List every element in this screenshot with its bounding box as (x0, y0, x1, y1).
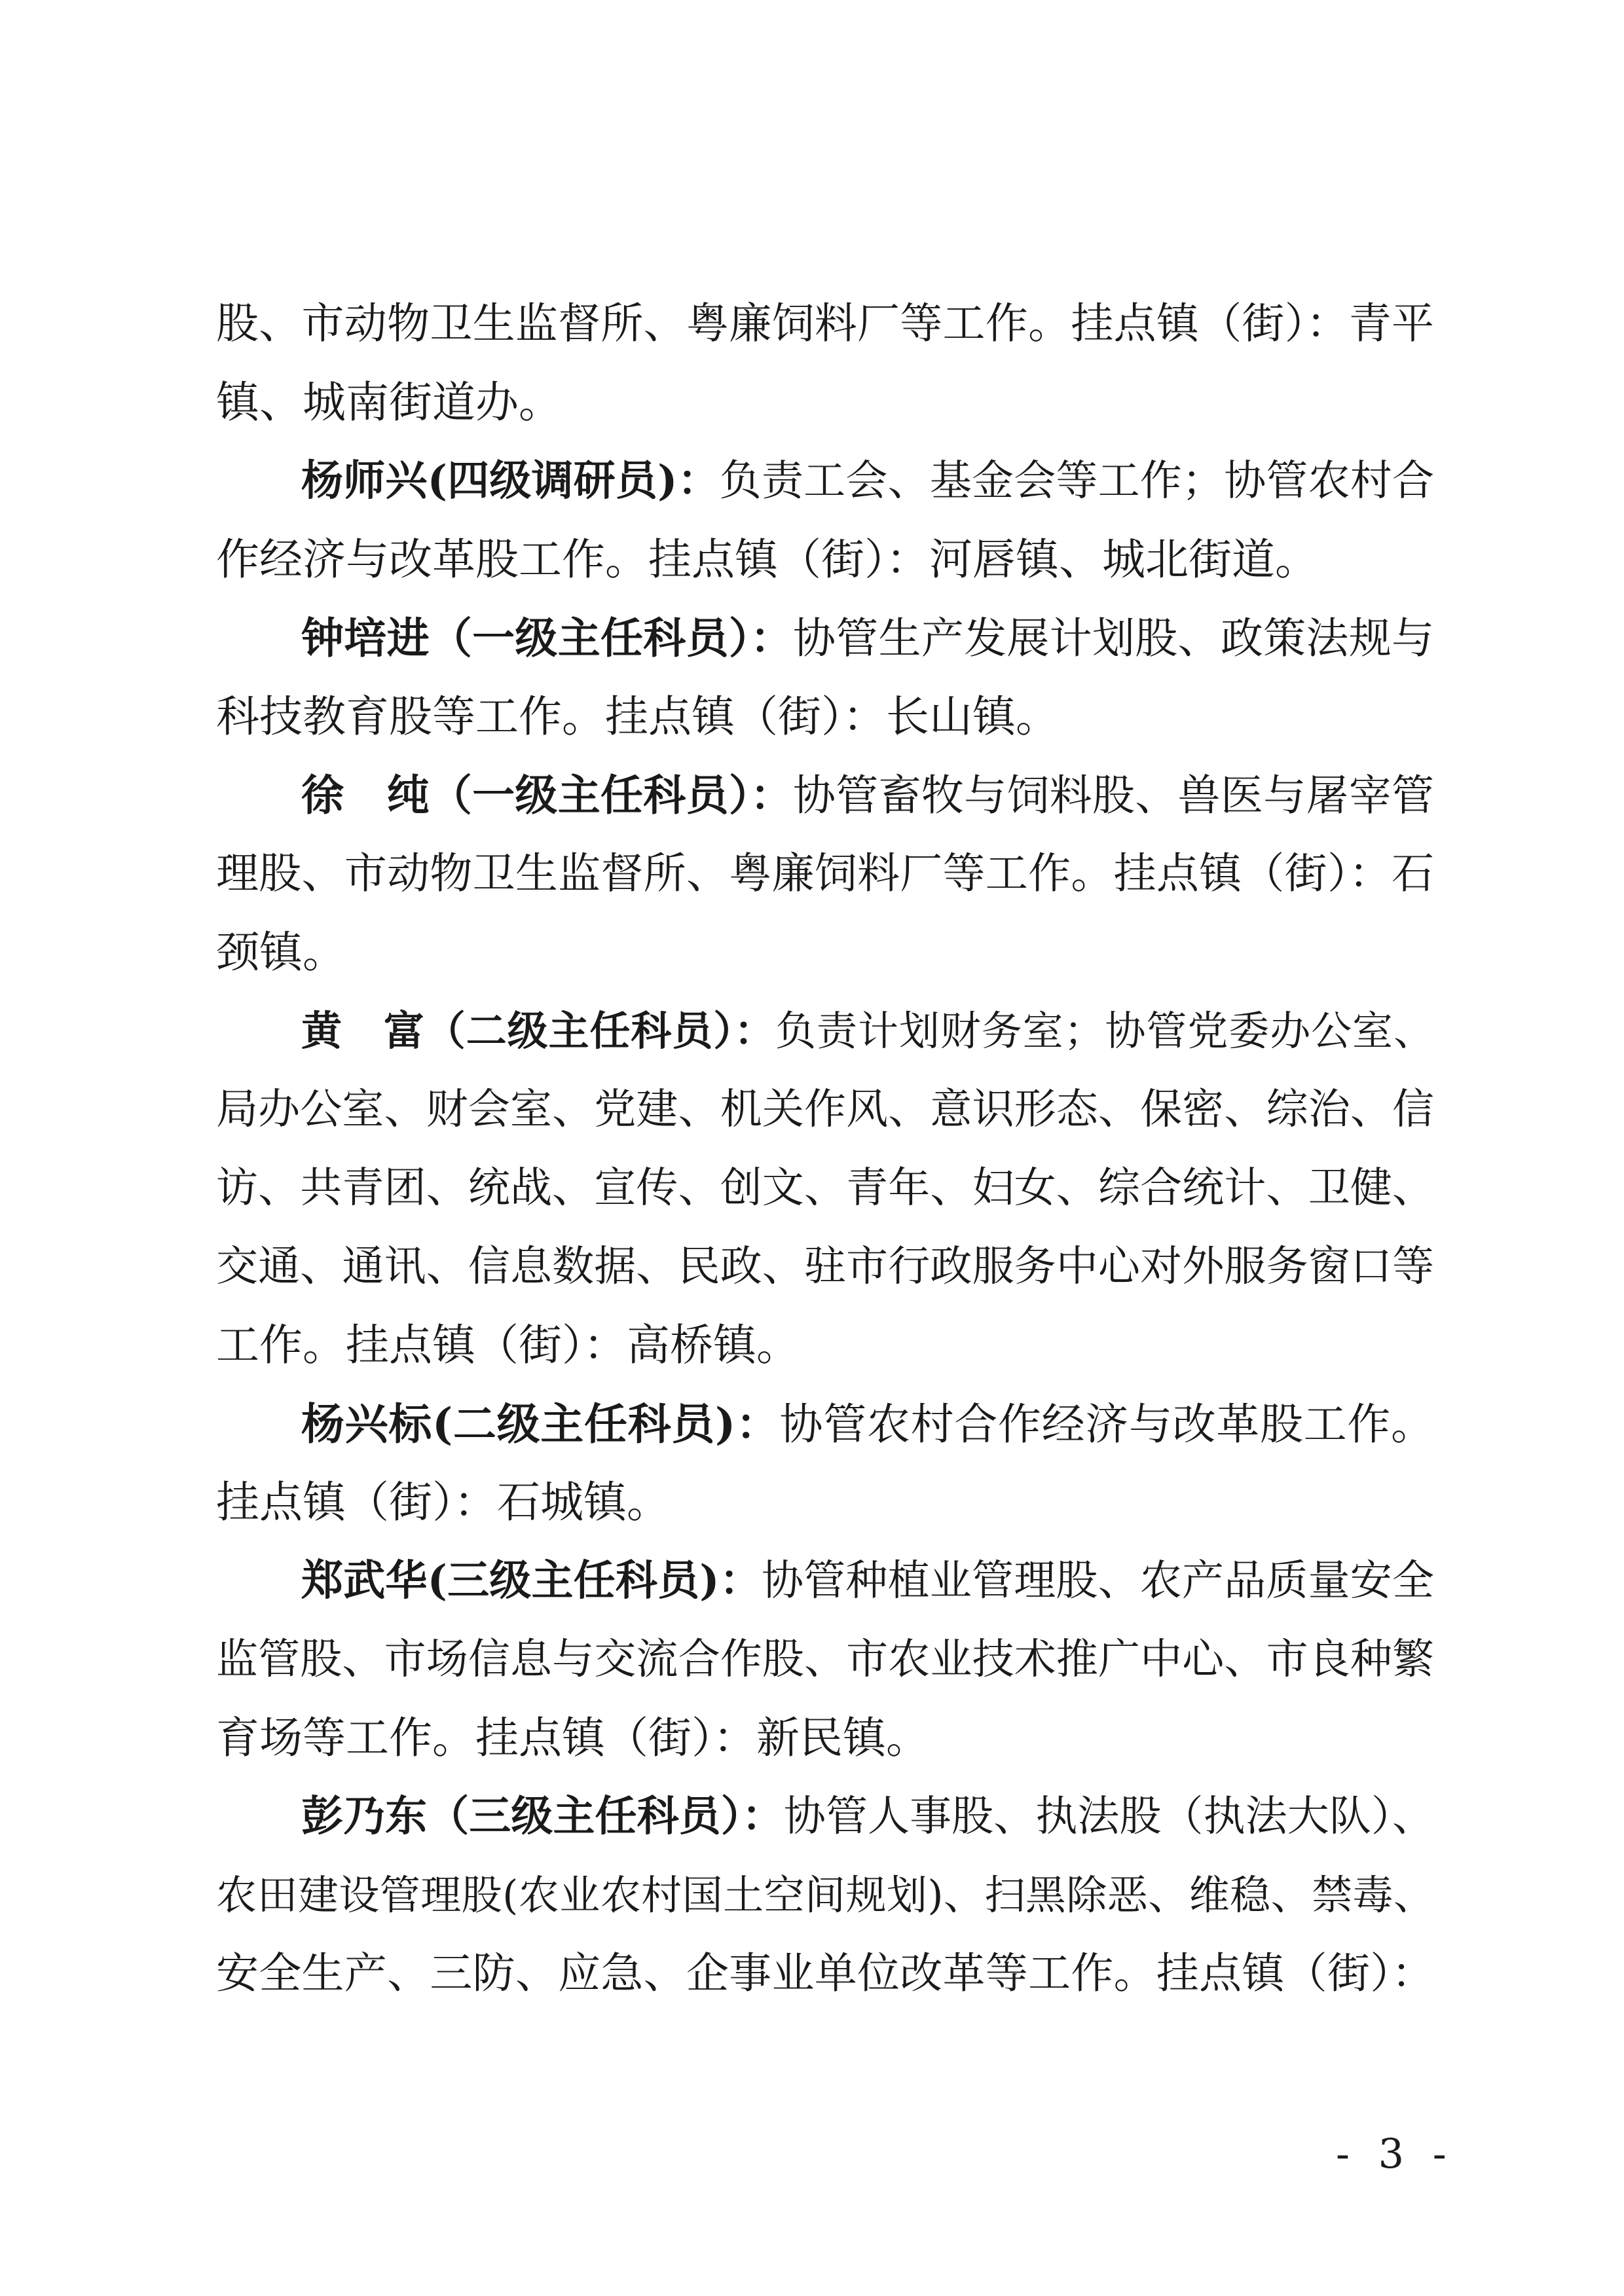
official-entry-line (301, 1005, 1434, 1057)
line-text: 局办公室、财会室、党建、机关作风、意识形态、保密、综治、信 (216, 1085, 1434, 1134)
text-line (216, 298, 1434, 350)
duty-text: 协管种植业管理股、农产品质量安全 (761, 1557, 1435, 1605)
official-entry-line (301, 1555, 1434, 1607)
official-name-title: 黄 富（二级主任科员）： (301, 1007, 776, 1055)
text-line (216, 691, 1434, 743)
official-name-title: 钟培进（一级主任科员）： (301, 613, 793, 663)
text-line (216, 1162, 1434, 1214)
duty-text: 协管人事股、执法股（执法大队）、 (783, 1793, 1435, 1841)
line-text: 作经济与改革股工作。挂点镇（街）：河唇镇、城北街道。 (216, 534, 1318, 585)
text-line (216, 534, 1434, 586)
official-entry-line (301, 769, 1434, 822)
line-text: 访、共青团、统战、宣传、创文、青年、妇女、综合统计、卫健、 (216, 1164, 1434, 1212)
official-name-title: 杨师兴(四级调研员)： (301, 456, 720, 505)
text-line (216, 1712, 1434, 1764)
line-text: 科技教育股等工作。挂点镇（街）：长山镇。 (216, 691, 1059, 742)
official-name-title: 郑武华(三级主任科员)： (301, 1556, 762, 1605)
line-text: 颈镇。 (216, 927, 346, 977)
official-entry-line (301, 455, 1434, 507)
official-entry-line (301, 612, 1434, 665)
text-line (216, 1084, 1434, 1136)
duty-text: 协管农村合作经济与改革股工作。 (779, 1399, 1434, 1449)
text-line (216, 1869, 1434, 1922)
text-line (216, 376, 1434, 429)
text-line (216, 848, 1434, 900)
line-text: 镇、城南街道办。 (216, 377, 562, 428)
line-text: 交通、通讯、信息数据、民政、驻市行政服务中心对外服务窗口等 (216, 1243, 1434, 1291)
text-line (216, 1319, 1434, 1372)
line-text: 农田建设管理股(农业农村国土空间规划)、扫黑除恶、维稳、禁毒、 (216, 1871, 1434, 1919)
line-text: 理股、市动物卫生监督所、粤廉饲料厂等工作。挂点镇（街）：石 (216, 849, 1434, 898)
duty-text: 负责工会、基金会等工作；协管农村合 (719, 457, 1435, 505)
official-name-title: 杨兴标(二级主任科员)： (301, 1398, 780, 1449)
duty-text: 协管畜牧与饲料股、兽医与屠宰管 (792, 771, 1434, 820)
line-text: 股、市动物卫生监督所、粤廉饲料厂等工作。挂点镇（街）：青平 (216, 299, 1434, 348)
line-text: 挂点镇（街）：石城镇。 (216, 1477, 670, 1527)
text-line (216, 1241, 1434, 1293)
text-line (216, 926, 1434, 979)
duty-text: 协管生产发展计划股、政策法规与 (792, 614, 1434, 663)
text-line (216, 1476, 1434, 1529)
page-number: - 3 - (1336, 2130, 1454, 2178)
line-text: 育场等工作。挂点镇（街）：新民镇。 (216, 1713, 929, 1763)
line-text: 安全生产、三防、应急、企事业单位改革等工作。挂点镇（街）： (216, 1949, 1434, 1998)
official-entry-line (301, 1791, 1434, 1843)
text-line (216, 1633, 1434, 1686)
line-text: 工作。挂点镇（街）：高桥镇。 (216, 1320, 800, 1370)
official-name-title: 彭乃东（三级主任科员）： (301, 1792, 784, 1841)
official-name-title: 徐 纯（一级主任科员）： (301, 771, 793, 820)
duty-text: 负责计划财务室；协管党委办公室、 (775, 1007, 1434, 1055)
line-text: 监管股、市场信息与交流合作股、市农业技术推广中心、市良种繁 (216, 1635, 1434, 1684)
official-entry-line (301, 1398, 1434, 1450)
text-line (216, 1948, 1434, 2000)
